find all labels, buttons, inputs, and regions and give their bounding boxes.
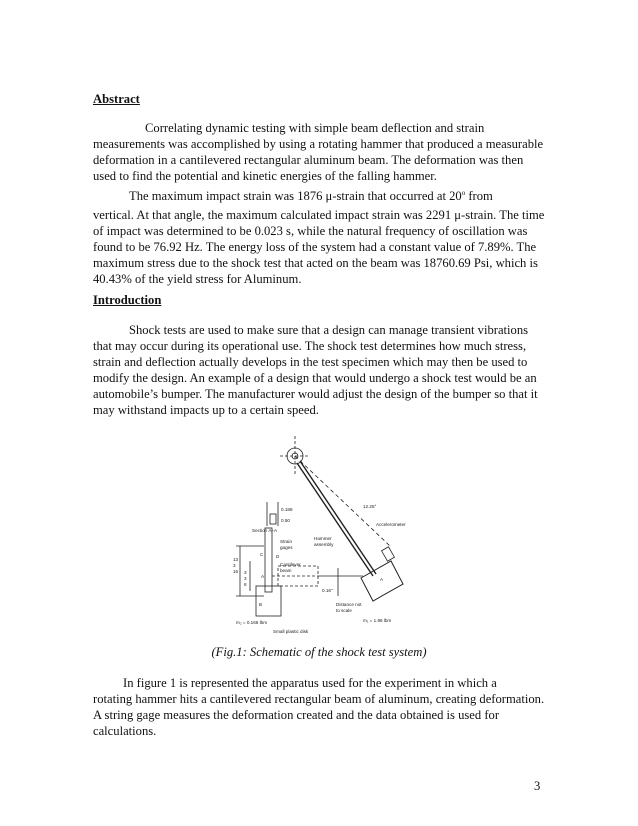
introduction-line: may withstand impacts up to a certain speed. bbox=[93, 403, 319, 417]
abstract-line-tail: from bbox=[465, 189, 493, 203]
abstract-line: used to find the potential and kinetic energies of the falling hammer. bbox=[93, 169, 437, 183]
schematic-drawing bbox=[218, 436, 418, 641]
mass-label: m₁ = 1.96 lbm bbox=[363, 618, 392, 623]
dimension-label: 0.50 bbox=[281, 518, 290, 523]
introduction-paragraph bbox=[93, 322, 548, 418]
abstract-line: Correlating dynamic testing with simple beam deflection and strain bbox=[145, 121, 485, 135]
figure-description-line: In figure 1 is represented the apparatus used for the experiment in which a bbox=[123, 676, 497, 690]
base-block-shape bbox=[256, 586, 281, 616]
disk-label: Small plastic disk bbox=[273, 629, 309, 634]
accelerometer-label: Accelerometer bbox=[376, 522, 406, 527]
page-number: 3 bbox=[534, 779, 541, 793]
abstract-line: of impact was determined to be 0.023 s, while the natural frequency of oscillation was bbox=[93, 224, 528, 238]
point-letter: D bbox=[276, 554, 280, 559]
distance-note-label: Distance not bbox=[336, 602, 362, 607]
introduction-line: modify the design. An example of a design that would undergo a shock test would be an bbox=[93, 371, 537, 385]
abstract-line: maximum stress due to the shock test that acted on the beam was 18760.69 Psi, which is bbox=[93, 256, 538, 270]
cantilever-beam-shape bbox=[265, 528, 272, 592]
abstract-paragraph bbox=[93, 120, 548, 287]
dimension-fraction: 16 bbox=[233, 569, 239, 574]
dimension-fraction: 3 bbox=[233, 563, 236, 568]
section-label: Section A–A bbox=[252, 528, 278, 533]
figure-description-line: rotating hammer hits a cantilevered rectangular beam of aluminum, creating deformation. bbox=[93, 692, 545, 706]
hammer-label: assembly bbox=[314, 542, 334, 547]
shock-test-schematic bbox=[218, 436, 418, 641]
abstract-line: found to be 76.92 Hz. The energy loss of the system had a constant value of 7.89%. The bbox=[93, 240, 537, 254]
distance-note-label: to scale bbox=[336, 608, 352, 613]
abstract-line: 40.43% of the yield stress for Aluminum. bbox=[93, 272, 302, 286]
introduction-line: that may occur during its operational use. The shock test determines how much stress, bbox=[93, 339, 527, 353]
strain-gages-label: gages bbox=[280, 545, 293, 550]
introduction-heading: Introduction bbox=[93, 293, 162, 307]
dimension-label: 0.16" bbox=[322, 588, 333, 593]
dimension-fraction: 13 bbox=[233, 557, 239, 562]
strain-gages-label: Strain bbox=[280, 539, 293, 544]
abstract-heading: Abstract bbox=[93, 92, 140, 106]
degree-symbol: o bbox=[461, 189, 466, 197]
figure-description-paragraph bbox=[93, 675, 548, 739]
point-letter: A bbox=[261, 574, 265, 579]
point-letter: A bbox=[380, 577, 384, 582]
mass-label: m₂ = 0.166 lbm bbox=[236, 620, 268, 625]
abstract-line: deformation in a cantilevered rectangular aluminum beam. The deformation was then bbox=[93, 153, 524, 167]
abstract-line-text: The maximum impact strain was 1876 μ-strain that occurred at 20 bbox=[129, 189, 462, 203]
abstract-line bbox=[93, 185, 548, 204]
angle-reference-line bbox=[295, 456, 390, 546]
point-letter: C bbox=[260, 552, 264, 557]
figure-caption: (Fig.1: Schematic of the shock test system) bbox=[211, 645, 427, 659]
hammer-label: Hammer bbox=[314, 536, 332, 541]
dimension-fraction: 3 bbox=[244, 576, 247, 581]
section-aa-shape bbox=[270, 514, 276, 524]
cantilever-label: beam bbox=[280, 568, 292, 573]
introduction-line: Shock tests are used to make sure that a design can manage transient vibrations bbox=[129, 323, 529, 337]
dimension-fraction: 8 bbox=[244, 582, 247, 587]
cantilever-label: Cantilever bbox=[280, 562, 301, 567]
accelerometer-shape bbox=[382, 547, 395, 561]
abstract-line: vertical. At that angle, the maximum calculated impact strain was 2291 μ-strain. The time bbox=[93, 208, 545, 222]
figure-description-line: A string gage measures the deformation created and the data obtained is used for bbox=[93, 708, 500, 722]
angle-label: 12.25° bbox=[363, 504, 377, 509]
figure-description-line: calculations. bbox=[93, 724, 157, 738]
dimension-label: 0.188 bbox=[281, 507, 293, 512]
introduction-line: automobile’s bumper. The manufacturer would adjust the design of the bumper so that it bbox=[93, 387, 538, 401]
dimension-fraction: 3 bbox=[244, 570, 247, 575]
introduction-line: strain and deflection actually develops in the test specimen which may then be used to bbox=[93, 355, 528, 369]
abstract-line: measurements was accomplished by using a rotating hammer that produced a measurable bbox=[93, 137, 544, 151]
hammer-arm-line bbox=[300, 461, 376, 574]
point-letter: B bbox=[259, 602, 263, 607]
